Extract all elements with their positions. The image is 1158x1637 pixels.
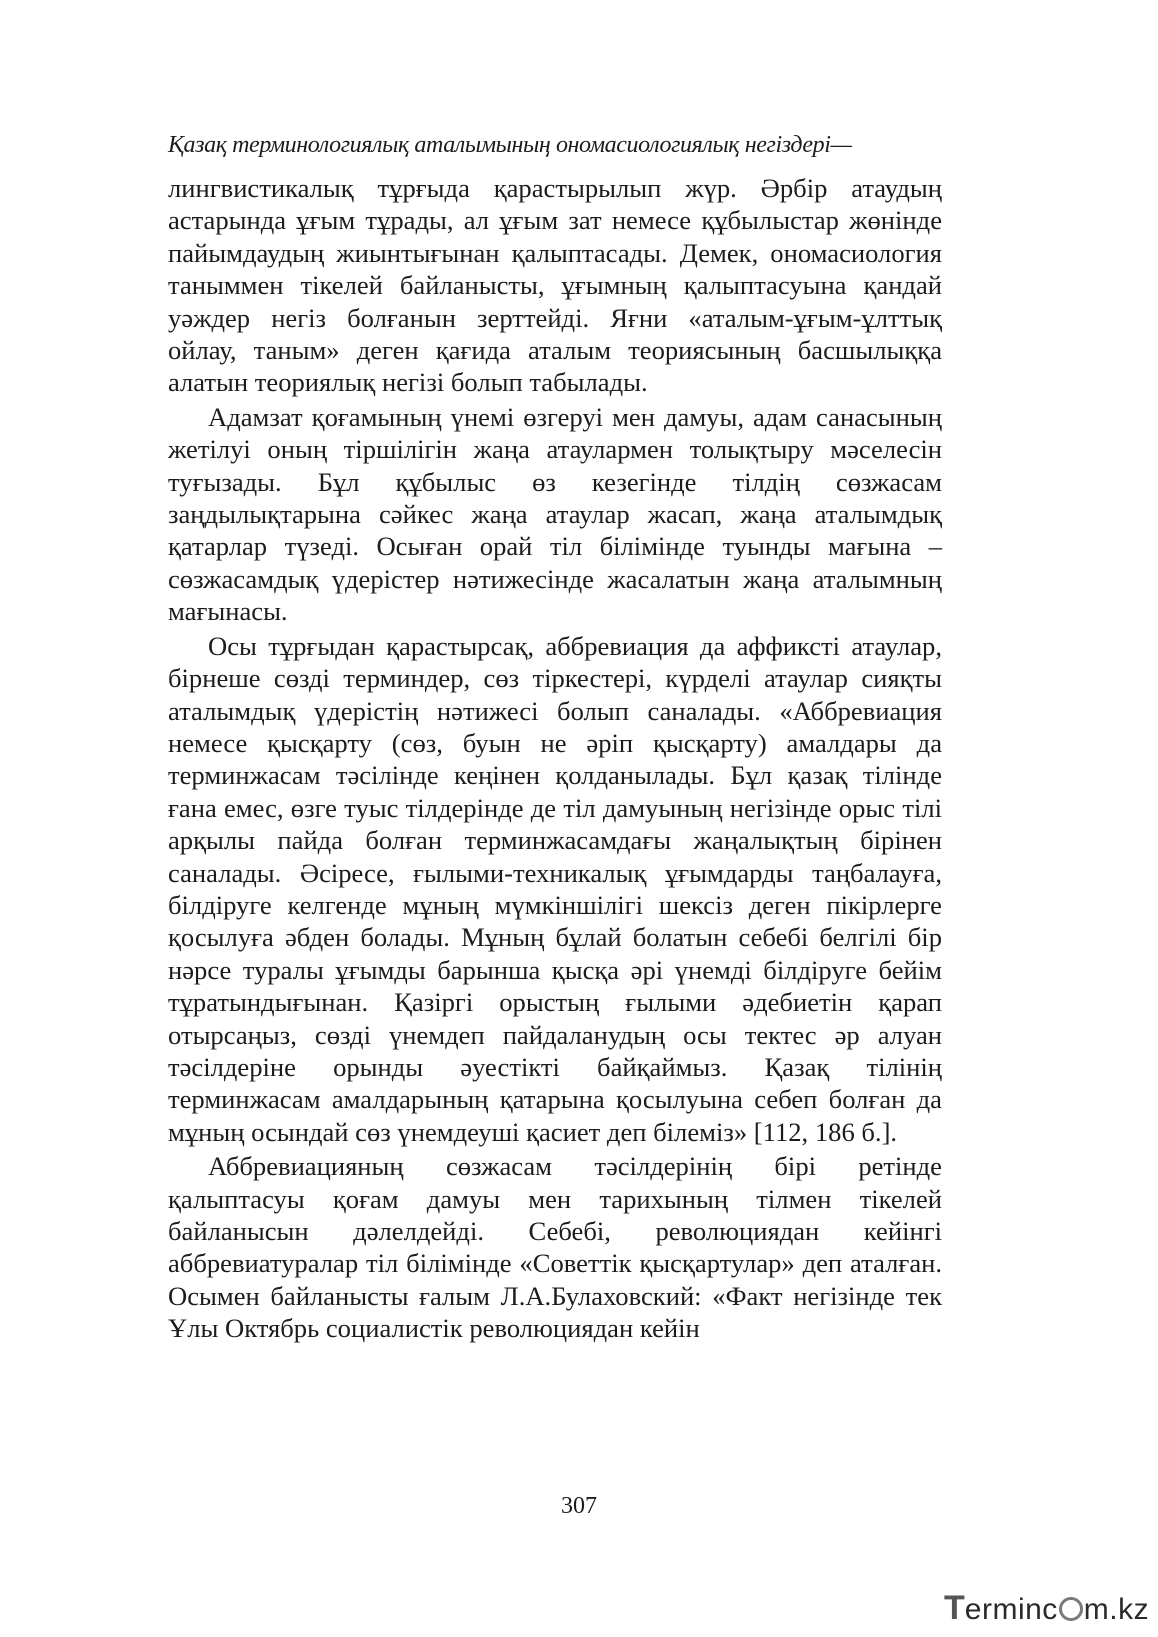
watermark-text-b: m.kz <box>1083 1593 1150 1626</box>
watermark-text-a: erminc <box>964 1593 1058 1626</box>
paragraph: Аббревиацияның сөзжасам тәсілдерінің бірі ретінде қалыптасуы қоғам дамуы мен тарихының тілмен тікелей байланысын дәлелдейді. Себебі, революциядан кейінгі аббревиатуралар тіл білімінде «Советтік қысқартулар» деп аталған. Осымен байланысты ғалым Л.А.Булаховский: «Факт негізінде тек Ұлы Октябрь социалистік революциядан кейін <box>168 1151 942 1344</box>
body-text <box>168 172 942 1345</box>
paragraph-continuation: лингвистикалық тұрғыда қарастырылып жүр. Әрбір атаудың астарында ұғым тұрады, ал ұғым зат немесе құбылыстар жөнінде пайымдаудың жиынтығынан қалыптасады. Демек, ономасиология таныммен тікелей байланысты, ұғымның қалыптасуына қандай уәждер негіз болғанын зерттейді. Яғни «аталым-ұғым-ұлттық ойлау, таным» деген қағида аталым теориясының басшылыққа алатын теориялық негізі болып табылады. <box>168 173 942 398</box>
watermark-t: T <box>944 1589 965 1627</box>
search-circle-icon <box>1059 1597 1083 1621</box>
watermark-logo <box>944 1588 1149 1628</box>
paragraph: Осы тұрғыдан қарастырсақ, аббревиация да аффиксті атаулар, бірнеше сөзді терминдер, сөз тіркестері, күрделі атаулар сияқты аталымдық үдерістің нәтижесі болып саналады. «Аббревиация немесе қысқарту (сөз, буын не әріп қысқарту) амалдары да терминжасам тәсілінде кеңінен қолданылады. Бұл қазақ тілінде ғана емес, өзге туыс тілдерінде де тіл дамуының негізінде орыс тілі арқылы пайда болған терминжасамдағы жаңалықтың бірінен саналады. Әсіресе, ғылыми-техникалық ұғымдарды таңбалауға, білдіруге келгенде мұның мүмкіншілігі шексіз деген пікірлерге қосылуға әбден болады. Мұның бұлай болатын себебі белгілі бір нәрсе туралы ұғымды барынша қысқа әрі үнемді білдіруге бейім тұратындығынан. Қазіргі орыстың ғылыми әдебиетін қарап отырсаңыз, сөзді үнемдеп пайдаланудың осы тектес әр алуан тәсілдеріне орынды әуестікті байқаймыз. Қазақ тілінің терминжасам амалдарының қатарына қосылуына себеп болған да мұның осындай сөз үнемдеуші қасиет деп білеміз» [112, 186 б.]. <box>168 630 942 1147</box>
running-header: Қазақ терминологиялық аталымының ономасиологиялық негіздері— <box>168 132 852 158</box>
page-number: 307 <box>561 1493 597 1519</box>
paragraph: Адамзат қоғамының үнемі өзгеруі мен дамуы, адам санасының жетілуі оның тіршілігін жаңа атаулармен толықтыру мәселесін туғызады. Бұл құбылыс өз кезегінде тілдің сөзжасам заңдылықтарына сәйкес жаңа атаулар жасап, жаңа аталымдық қатарлар түзеді. Осыған орай тіл білімінде туынды мағына – сөзжасамдық үдерістер нәтижесінде жасалатын жаңа аталымның мағынасы. <box>168 401 942 627</box>
